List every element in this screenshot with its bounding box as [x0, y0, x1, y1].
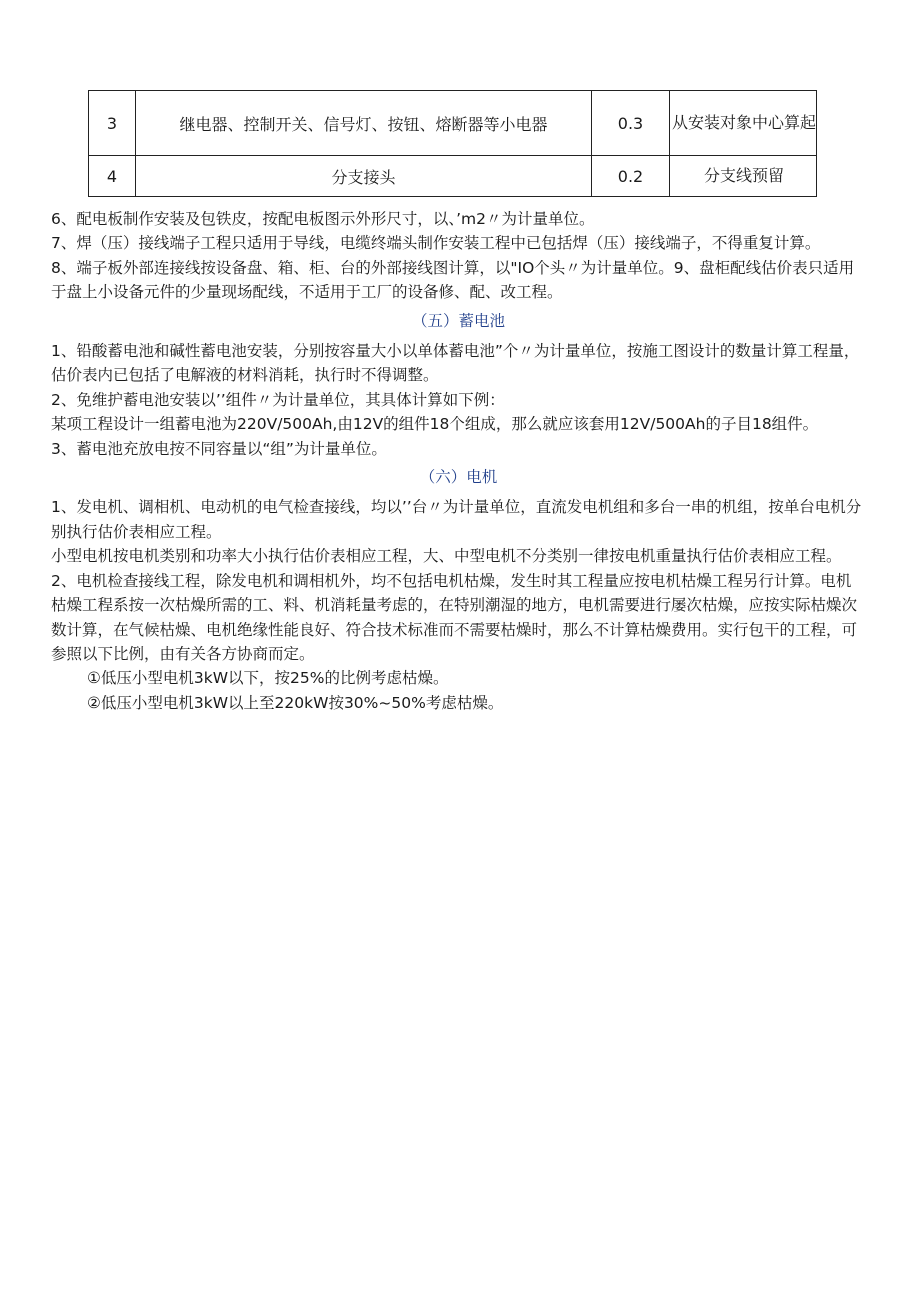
document-body: [51, 207, 866, 715]
battery-example: 某项工程设计一组蓄电池为220V/500Ah,由12V的组件18个组成，那么就应该套用12V/500Ah的子目18组件。: [51, 415, 819, 434]
motor-paragraph-1: 1、发电机、调相机、电动机的电气检查接线，均以’’台〃为计量单位，直流发电机组和多台一串的机组，按单台电机分别执行估价表相应工程。: [51, 498, 862, 541]
table-row: [89, 156, 817, 197]
table-row: [89, 91, 817, 156]
motor-ratio-item-1: ①低压小型电机3kW以下，按25%的比例考虑枯燥。: [87, 669, 449, 688]
row-number: 4: [89, 156, 136, 197]
motor-ratio-item-2: ②低压小型电机3kW以上至220kW按30%~50%考虑枯燥。: [87, 693, 504, 712]
row-number: 3: [89, 91, 136, 156]
battery-paragraph-1: 1、铅酸蓄电池和碱性蓄电池安装，分别按容量大小以单体蓄电池”个〃为计量单位，按施工图设计的数量计算工程量，估价表内已包括了电解液的材料消耗，执行时不得调整。: [51, 342, 860, 385]
section-heading-battery: （五）蓄电池: [411, 311, 505, 330]
paragraph-8: 8、端子板外部连接线按设备盘、箱、柜、台的外部接线图计算，以"IO个头〃为计量单位。9、盘柜配线估价表只适用于盘上小设备元件的少量现场配线，不适用于工厂的设备修、配、改工程。: [51, 258, 855, 302]
paragraph-7: 7、焊（压）接线端子工程只适用于导线，电缆终端头制作安装工程中已包括焊（压）接线端子，不得重复计算。: [51, 234, 821, 253]
motor-paragraph-2: 2、电机检查接线工程，除发电机和调相机外，均不包括电机枯燥，发生时其工程量应按电机枯燥工程另行计算。电机枯燥工程系按一次枯燥所需的工、料、机消耗量考虑的，在特别潮湿的地方，电机需要进行屡次枯燥，应按实际枯燥次数计算，在气候枯燥、电机绝缘性能良好、符合技术标准而不需要枯燥时，那么不计算枯燥费用。实行包干的工程，可参照以下比例，由有关各方协商而定。: [51, 571, 858, 663]
battery-paragraph-2: 2、免维护蓄电池安装以’’组件〃为计量单位，其具体计算如下例：: [51, 390, 505, 409]
item-value: 0.3: [592, 91, 670, 156]
paragraph-6: 6、配电板制作安装及包铁皮，按配电板图示外形尺寸，以、’m2〃为计量单位。: [51, 210, 595, 228]
item-name: 分支接头: [136, 156, 592, 197]
item-note: 从安装对象中心算起: [670, 91, 817, 156]
item-note: 分支线预留: [670, 156, 817, 197]
battery-paragraph-3: 3、蓄电池充放电按不同容量以“组”为计量单位。: [51, 439, 387, 458]
reserve-length-table: [88, 90, 817, 197]
item-value: 0.2: [592, 156, 670, 197]
motor-paragraph-1b: 小型电机按电机类别和功率大小执行估价表相应工程，大、中型电机不分类别一律按电机重量执行估价表相应工程。: [51, 547, 842, 566]
item-name: 继电器、控制开关、信号灯、按钮、熔断器等小电器: [136, 91, 592, 156]
section-heading-motor: （六）电机: [419, 468, 498, 487]
